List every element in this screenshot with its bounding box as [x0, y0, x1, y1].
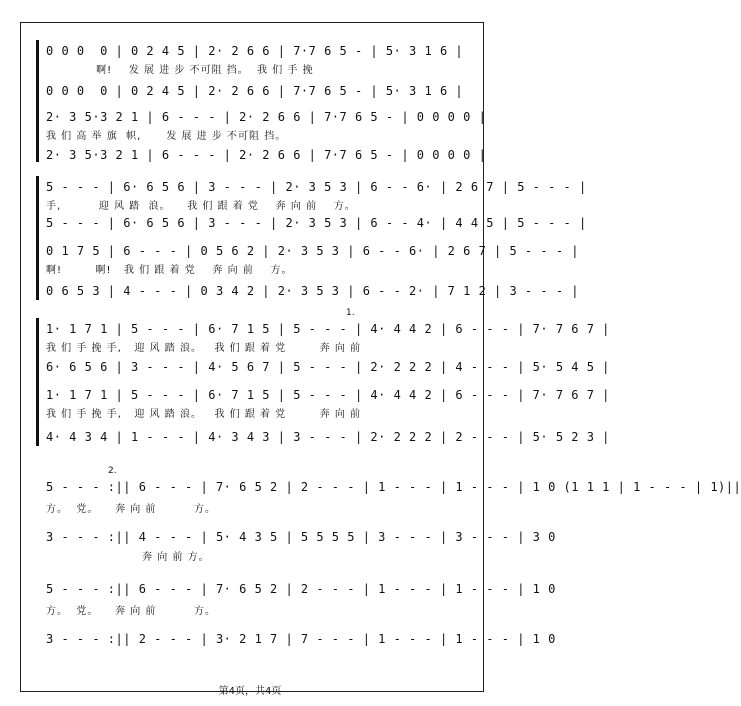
lyric-line: 奔 向 前 方。 — [46, 552, 210, 563]
lyric-line: 啊! 发 展 进 步 不可阻 挡。 我 们 手 挽 — [46, 65, 314, 76]
score-line: 3 - - - :|| 4 - - - | 5· 4 3 5 | 5 5 5 5 | 3 - - - | 3 - - - | 3 0 — [46, 530, 556, 544]
score-line: 5 - - - :|| 6 - - - | 7· 6 5 2 | 2 - - - | 1 - - - | 1 - - - | 1 0 — [46, 582, 556, 596]
score-line: 2· 3 5·3 2 1 | 6 - - - | 2· 2 6 6 | 7·7 6 5 - | 0 0 0 0 | — [46, 110, 487, 124]
score-line: 5 - - - :|| 6 - - - | 7· 6 5 2 | 2 - - - | 1 - - - | 1 - - - | 1 0 (1 1 1 | 1 - - - | 1)|| — [46, 480, 741, 494]
page-number-footer: 第4页，共4页 — [218, 686, 282, 697]
lyric-line: 方。 党。 奔 向 前 方。 — [46, 606, 217, 617]
volta-1-label: 1. — [346, 308, 355, 318]
score-line: 0 0 0 0 | 0 2 4 5 | 2· 2 6 6 | 7·7 6 5 - | 5· 3 1 6 | — [46, 84, 464, 98]
lyric-line: 我 们 手 挽 手, 迎 风 踏 浪。 我 们 跟 着 党 奔 向 前 — [46, 343, 362, 354]
score-line: 5 - - - | 6· 6 5 6 | 3 - - - | 2· 3 5 3 | 6 - - 6· | 2 6 7 | 5 - - - | — [46, 180, 587, 194]
score-line: 3 - - - :|| 2 - - - | 3· 2 1 7 | 7 - - - | 1 - - - | 1 - - - | 1 0 — [46, 632, 556, 646]
lyric-line: 我 们 手 挽 手, 迎 风 踏 浪。 我 们 跟 着 党 奔 向 前 — [46, 409, 362, 420]
score-line: 2· 3 5·3 2 1 | 6 - - - | 2· 2 6 6 | 7·7 6 5 - | 0 0 0 0 | — [46, 148, 487, 162]
system-brace — [36, 318, 45, 446]
lyric-line: 我 们 高 举 旗 帜, 发 展 进 步 不可阻 挡。 — [46, 131, 287, 142]
score-line: 0 0 0 0 | 0 2 4 5 | 2· 2 6 6 | 7·7 6 5 - | 5· 3 1 6 | — [46, 44, 464, 58]
score-line: 0 6 5 3 | 4 - - - | 0 3 4 2 | 2· 3 5 3 | 6 - - 2· | 7 1 2 | 3 - - - | — [46, 284, 579, 298]
score-line: 5 - - - | 6· 6 5 6 | 3 - - - | 2· 3 5 3 | 6 - - 4· | 4 4 5 | 5 - - - | — [46, 216, 587, 230]
lyric-line: 手, 迎 风 踏 浪。 我 们 跟 着 党 奔 向 前 方。 — [46, 201, 356, 212]
lyric-line: 啊! 啊! 我 们 跟 着 党 奔 向 前 方。 — [46, 265, 293, 276]
score-line: 4· 4 3 4 | 1 - - - | 4· 3 4 3 | 3 - - - | 2· 2 2 2 | 2 - - - | 5· 5 2 3 | — [46, 430, 610, 444]
system-brace — [36, 40, 45, 162]
score-line: 6· 6 5 6 | 3 - - - | 4· 5 6 7 | 5 - - - | 2· 2 2 2 | 4 - - - | 5· 5 4 5 | — [46, 360, 610, 374]
lyric-line: 方。 党。 奔 向 前 方。 — [46, 504, 217, 515]
score-line: 0 1 7 5 | 6 - - - | 0 5 6 2 | 2· 3 5 3 | 6 - - 6· | 2 6 7 | 5 - - - | — [46, 244, 579, 258]
volta-2-label: 2. — [108, 466, 117, 476]
score-line: 1· 1 7 1 | 5 - - - | 6· 7 1 5 | 5 - - - | 4· 4 4 2 | 6 - - - | 7· 7 6 7 | — [46, 322, 610, 336]
score-line: 1· 1 7 1 | 5 - - - | 6· 7 1 5 | 5 - - - | 4· 4 4 2 | 6 - - - | 7· 7 6 7 | — [46, 388, 610, 402]
system-brace — [36, 176, 45, 300]
